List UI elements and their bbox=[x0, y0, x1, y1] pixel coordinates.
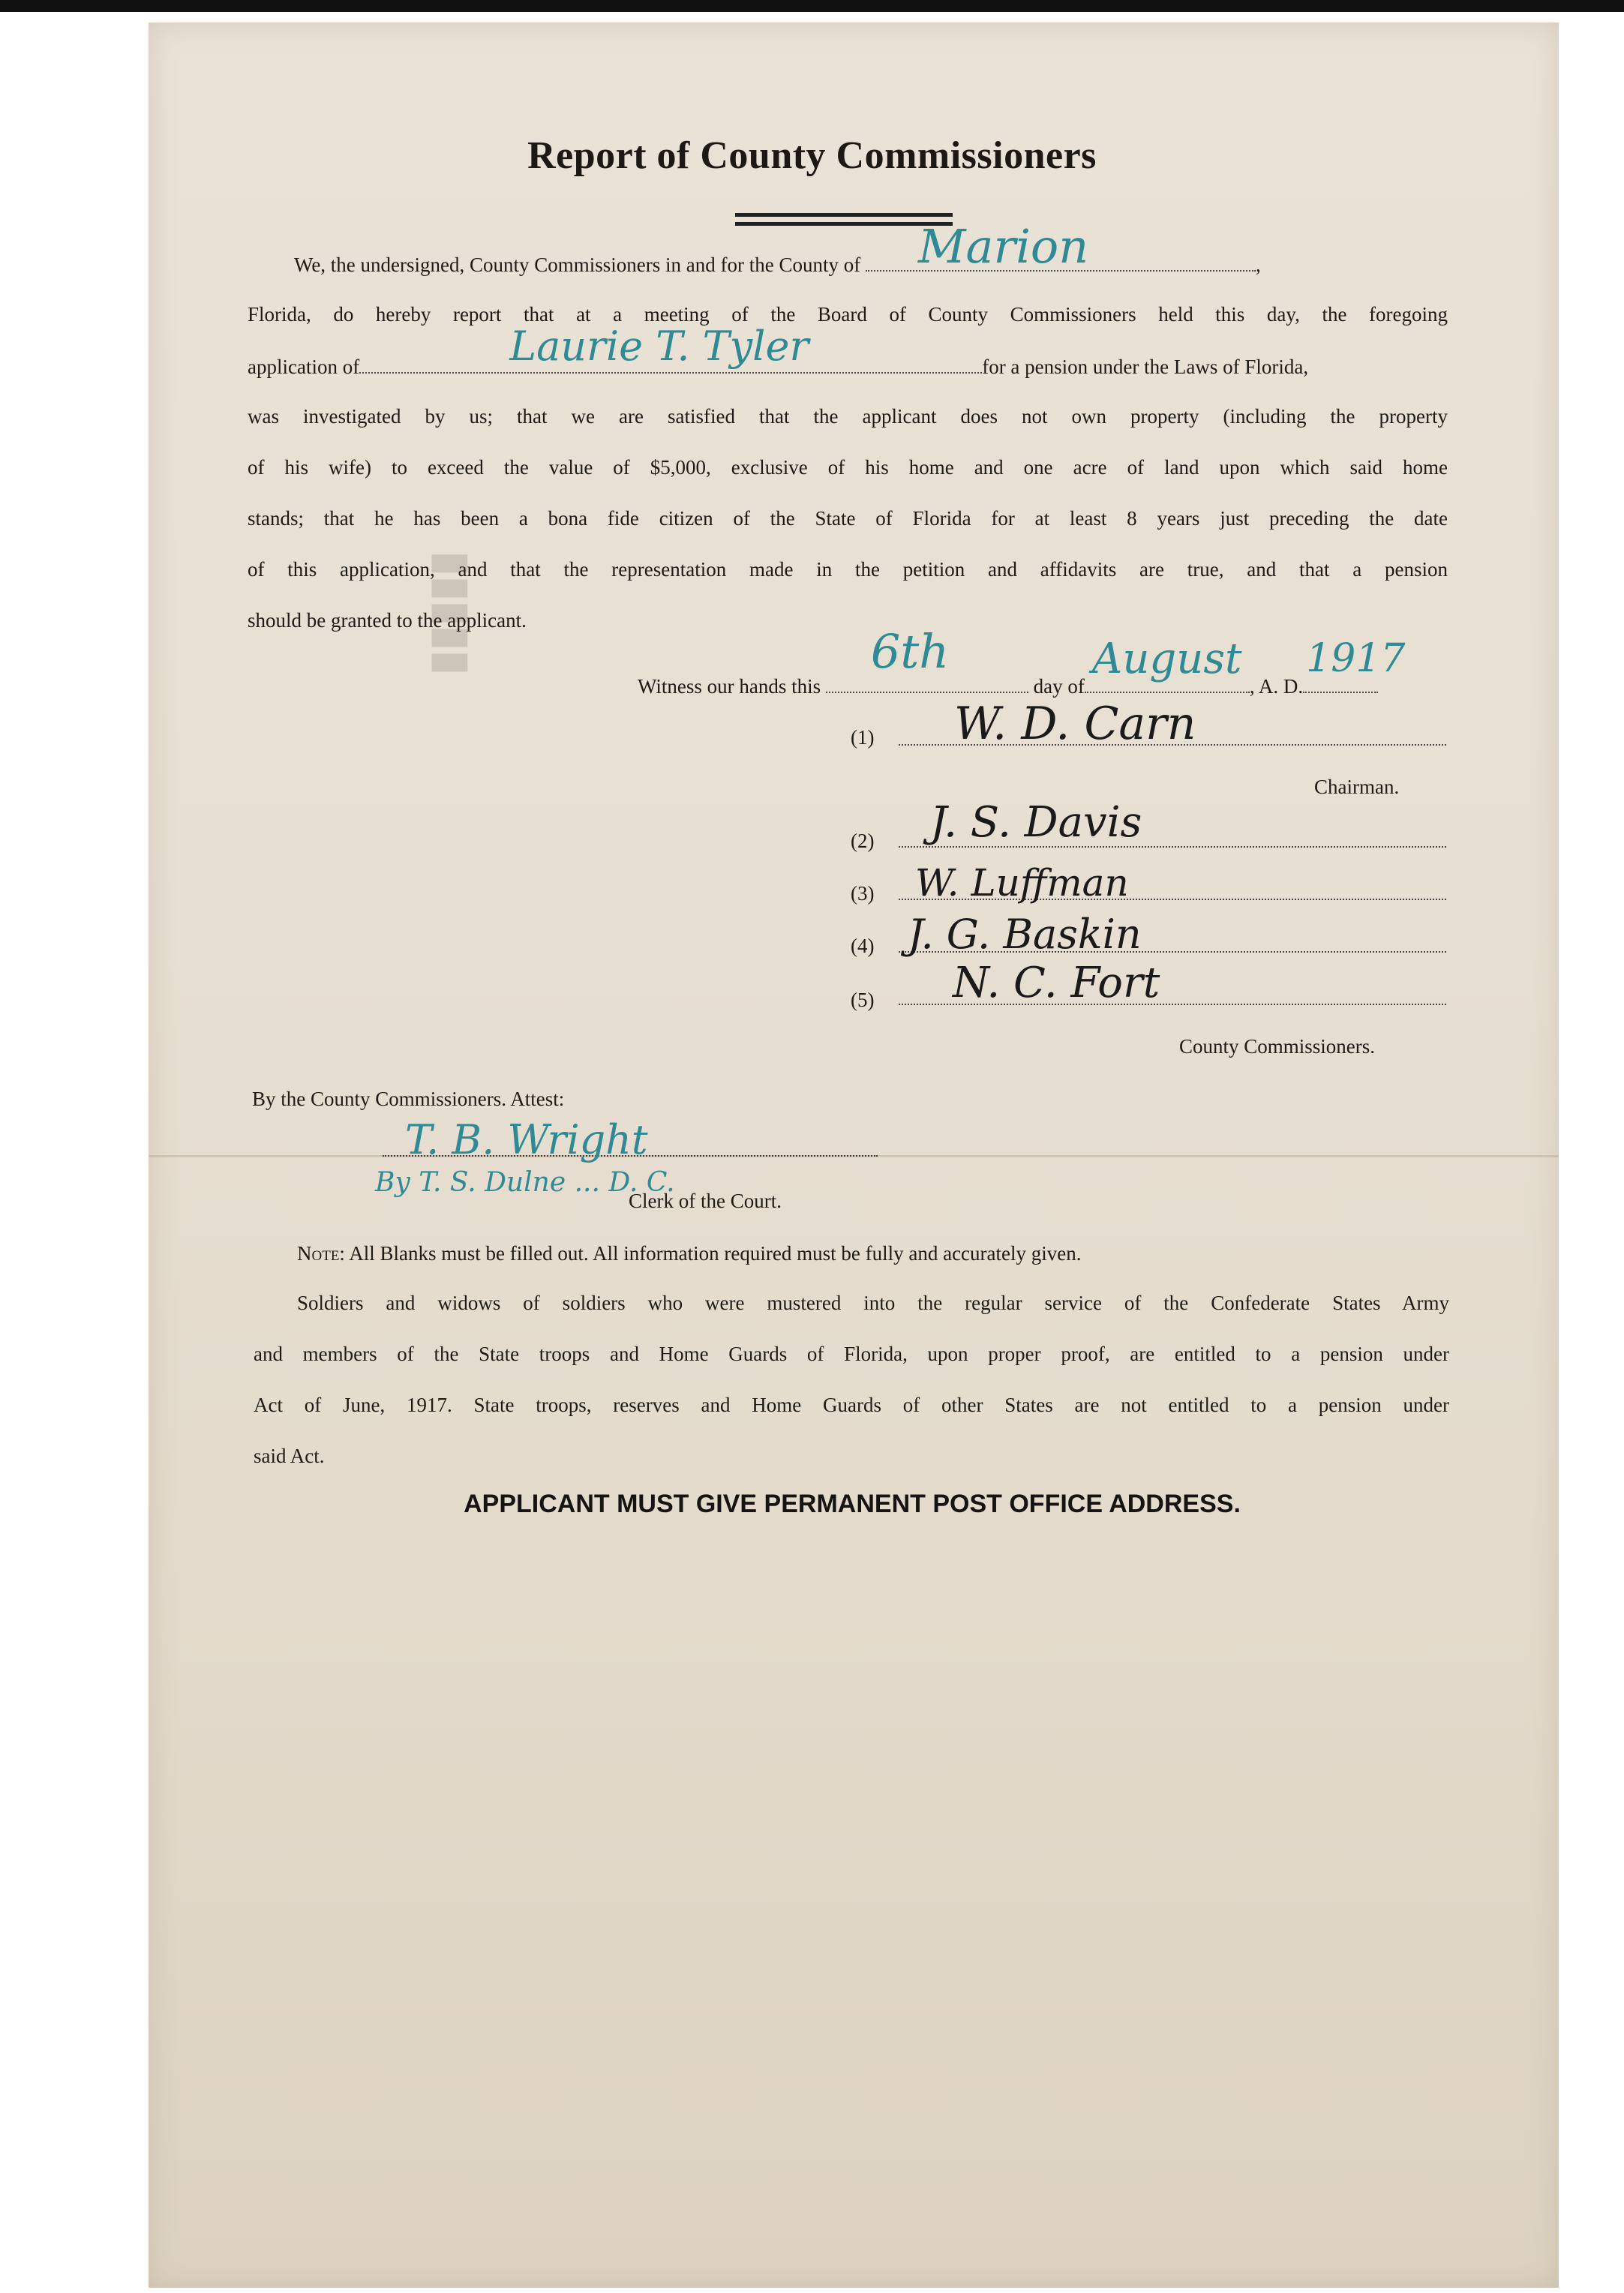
paragraph-line-4: was investigated by us; that we are satisfied that the applicant does not own property (including the property bbox=[248, 405, 1448, 428]
scan-top-edge bbox=[0, 0, 1624, 12]
clerk-signature: T. B. Wright bbox=[405, 1116, 648, 1163]
deputy-signature: By T. S. Dulne ... D. C. bbox=[375, 1167, 675, 1198]
signature-3: W. Luffman bbox=[915, 861, 1129, 905]
footer-instruction: APPLICANT MUST GIVE PERMANENT POST OFFICE ADDRESS. bbox=[464, 1490, 1241, 1518]
page-title: Report of County Commissioners bbox=[527, 134, 1097, 177]
para2-line-2: and members of the State troops and Home Guards of Florida, upon proper proof, are entitled to a pension under bbox=[254, 1343, 1449, 1365]
day-handwriting: 6th bbox=[870, 624, 950, 679]
signature-2: J. S. Davis bbox=[930, 798, 1142, 847]
applicant-handwriting: Laurie T. Tyler bbox=[509, 323, 809, 370]
para2-line-4: said Act. bbox=[254, 1445, 325, 1467]
chairman-label: Chairman. bbox=[1314, 776, 1400, 798]
attest-label: By the County Commissioners. Attest: bbox=[252, 1088, 565, 1110]
witness-prefix: Witness our hands this bbox=[638, 675, 821, 698]
title-rule-top bbox=[735, 213, 953, 217]
paragraph-line-6: stands; that he has been a bona fide citizen of the State of Florida for at least 8 years just preceding the date bbox=[248, 507, 1448, 530]
day-blank bbox=[826, 624, 1028, 693]
sig-number-2: (2) bbox=[851, 830, 875, 852]
paragraph-line-7: of this application, and that the representation made in the petition and affidavits are true, and that a pension bbox=[248, 558, 1448, 581]
witness-line bbox=[638, 624, 1406, 698]
sig-number-5: (5) bbox=[851, 989, 875, 1011]
para2-line-3: Act of June, 1917. State troops, reserves and Home Guards of other States are not entitled to a pension under bbox=[254, 1394, 1449, 1416]
applicant-blank bbox=[359, 323, 982, 374]
county-blank bbox=[866, 219, 1256, 274]
line1-prefix: We, the undersigned, County Commissioners in and for the County of bbox=[294, 254, 861, 276]
line3-suffix: for a pension under the Laws of Florida, bbox=[982, 356, 1309, 378]
signature-5: N. C. Fort bbox=[953, 959, 1160, 1007]
paragraph-line-2: Florida, do hereby report that at a meeting of the Board of County Commissioners held this day, the foregoing bbox=[248, 303, 1448, 326]
sig-number-1: (1) bbox=[851, 726, 875, 749]
sig-number-4: (4) bbox=[851, 935, 875, 957]
signature-1: W. D. Carn bbox=[954, 698, 1196, 750]
line3-prefix: application of bbox=[248, 356, 360, 378]
ad-label: , A. D. bbox=[1249, 675, 1304, 698]
paragraph-line-1: We, the undersigned, County Commissioners in and for the County of Marion , bbox=[294, 219, 1261, 276]
para2-line-1: Soldiers and widows of soldiers who were mustered into the regular service of the Confederate States Army bbox=[297, 1292, 1449, 1314]
month-blank bbox=[1085, 635, 1250, 693]
month-handwriting: August bbox=[1091, 635, 1242, 683]
note-text: All Blanks must be filled out. All information required must be fully and accurately given. bbox=[349, 1242, 1082, 1265]
signature-4: J. G. Baskin bbox=[908, 911, 1142, 958]
note-line bbox=[297, 1242, 1082, 1265]
sig-number-3: (3) bbox=[851, 882, 875, 905]
day-of-label: day of bbox=[1033, 675, 1085, 698]
year-blank bbox=[1303, 636, 1406, 693]
county-handwriting: Marion bbox=[918, 219, 1089, 274]
paragraph-line-8: should be granted to the applicant. bbox=[248, 609, 527, 632]
paragraph-line-5: of his wife) to exceed the value of $5,000, exclusive of his home and one acre of land upon which said home bbox=[248, 456, 1448, 479]
paragraph-line-3 bbox=[248, 323, 1448, 379]
clerk-label: Clerk of the Court. bbox=[629, 1190, 782, 1212]
commissioners-label: County Commissioners. bbox=[1179, 1035, 1376, 1058]
bleed-through-mark: ▮▮▮▮▮ bbox=[421, 551, 471, 675]
note-label: Note: bbox=[297, 1242, 345, 1265]
year-handwriting: 1917 bbox=[1306, 636, 1406, 681]
